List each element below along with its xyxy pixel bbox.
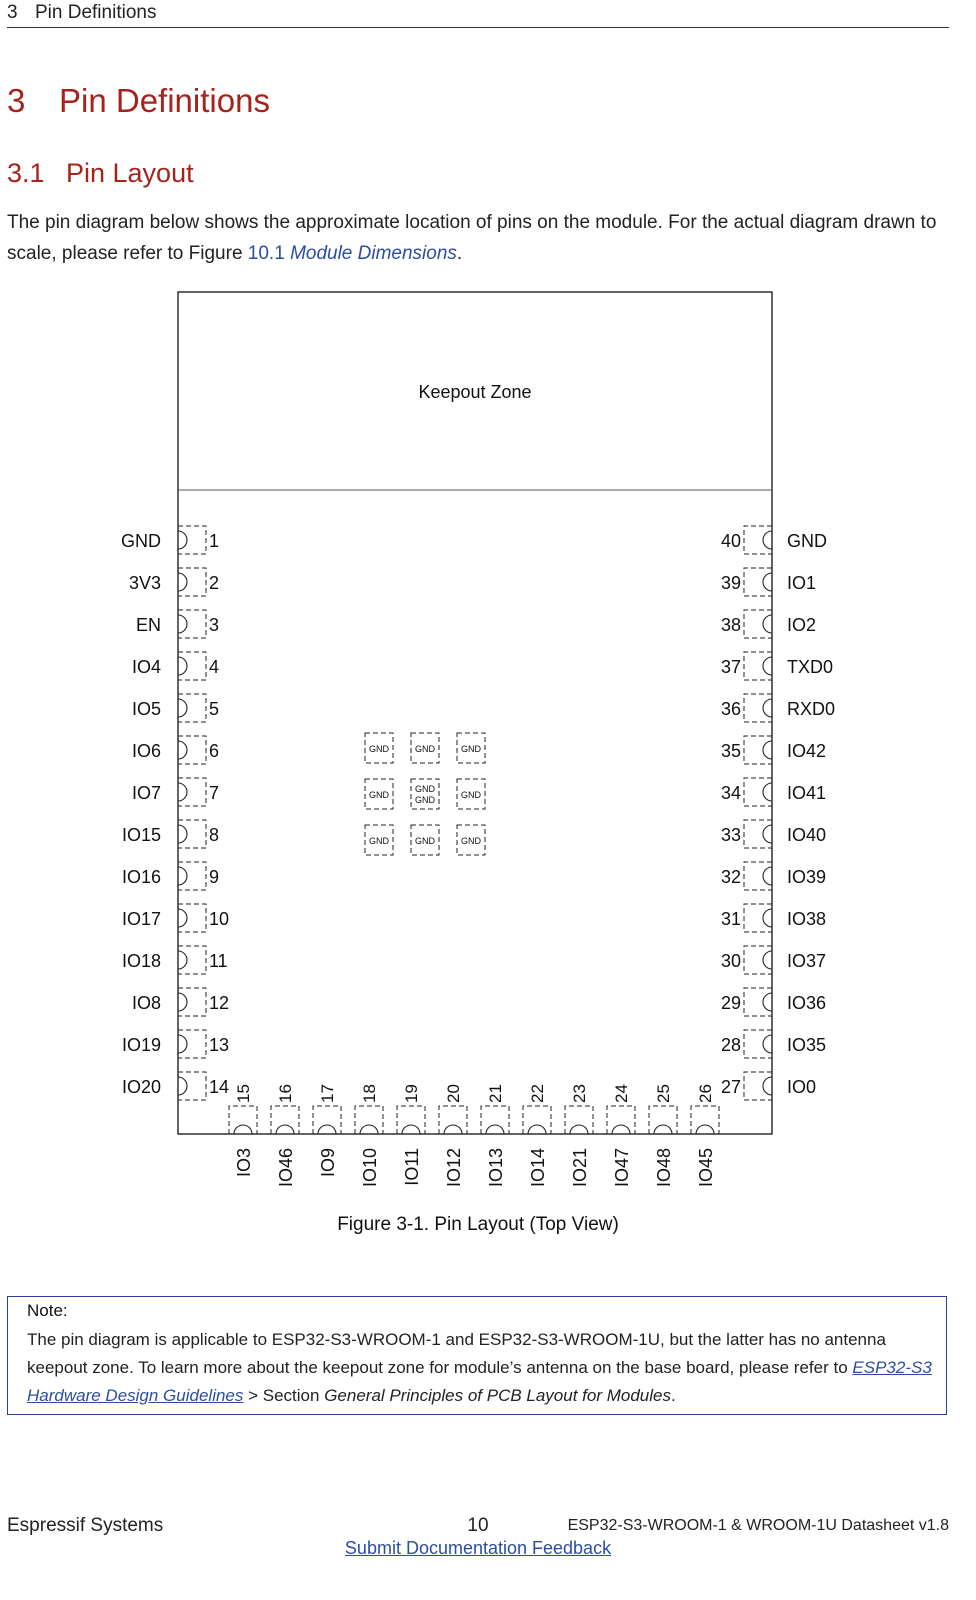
bottom-pin-number: 16 (276, 1084, 295, 1103)
right-pin-number: 32 (720, 867, 741, 887)
right-pin-pad (744, 946, 772, 974)
bottom-pin-notch (528, 1125, 546, 1134)
right-pin-number: 37 (720, 657, 741, 677)
right-pin-pad (744, 988, 772, 1016)
right-pin-pad (744, 820, 772, 848)
left-pin-pad (178, 652, 206, 680)
left-pin-number: 4 (209, 657, 220, 677)
left-pins-group (121, 526, 229, 1100)
left-pin-pad (178, 1030, 206, 1058)
bottom-pin-pad (439, 1106, 467, 1134)
left-pin-name: IO18 (121, 951, 161, 971)
right-pin-number: 39 (720, 573, 741, 593)
left-pin-pad (178, 736, 206, 764)
bottom-pin-20 (439, 1084, 467, 1187)
center-pad-label: GND (369, 744, 389, 754)
left-pin-number: 2 (209, 573, 220, 593)
left-pin-pad (178, 1072, 206, 1100)
bottom-pin-notch (696, 1125, 714, 1134)
right-pin-notch (763, 741, 772, 759)
footer-company: Espressif Systems (7, 1515, 164, 1536)
left-pin-number: 3 (209, 615, 220, 635)
bottom-pin-pad (607, 1106, 635, 1134)
bottom-pin-notch (276, 1125, 294, 1134)
right-pin-pad (744, 652, 772, 680)
left-pin-name: IO15 (121, 825, 161, 845)
left-pin-number: 8 (209, 825, 220, 845)
right-pin-29 (721, 988, 826, 1016)
right-pin-pad (744, 904, 772, 932)
left-pin-pad (178, 526, 206, 554)
right-pin-name: IO38 (787, 909, 827, 929)
center-pad (411, 825, 439, 855)
bottom-pin-number: 25 (654, 1084, 673, 1103)
note-section-name: General Principles of PCB Layout for Modules (324, 1386, 671, 1405)
left-pin-number: 14 (209, 1077, 230, 1097)
center-gnd-pads-group (365, 733, 485, 855)
left-pin-notch (178, 741, 187, 759)
right-pin-number: 29 (720, 993, 741, 1013)
right-pin-notch (763, 993, 772, 1011)
left-pin-notch (178, 531, 187, 549)
figure-ref-number-link[interactable]: 10.1 (247, 243, 285, 264)
bottom-pin-notch (486, 1125, 504, 1134)
bottom-pin-24 (607, 1084, 635, 1187)
center-pad-label: GND (369, 790, 389, 800)
left-pin-name: IO5 (131, 699, 161, 719)
bottom-pin-name: IO21 (570, 1148, 590, 1188)
right-pin-name: IO0 (787, 1077, 817, 1097)
right-pin-33 (721, 820, 826, 848)
right-pin-pad (744, 736, 772, 764)
bottom-pin-pad (355, 1106, 383, 1134)
left-pin-2 (129, 568, 219, 596)
bottom-pin-pad (481, 1106, 509, 1134)
left-pin-number: 6 (209, 741, 220, 761)
bottom-pin-number: 15 (234, 1084, 253, 1103)
center-pad-number: GND (415, 784, 435, 794)
bottom-pin-name: IO13 (486, 1148, 506, 1188)
right-pin-number: 36 (720, 699, 741, 719)
keepout-zone-label: Keepout Zone (418, 382, 532, 402)
section-number: 3 (7, 82, 26, 119)
bottom-pin-name: IO14 (528, 1148, 548, 1188)
left-pin-name: IO19 (121, 1035, 161, 1055)
left-pin-pad (178, 778, 206, 806)
center-pad (365, 733, 393, 763)
note-text (27, 1326, 939, 1410)
bottom-pin-name: IO48 (654, 1148, 674, 1188)
module-outline (178, 292, 772, 1134)
intro-text: The pin diagram below shows the approximate location of pins on the module. For the actual diagram drawn to scale, please refer to Figure (7, 212, 937, 264)
bottom-pin-17 (313, 1084, 341, 1177)
left-pin-notch (178, 1035, 187, 1053)
left-pin-name: IO4 (131, 657, 161, 677)
left-pin-name: EN (135, 615, 161, 635)
bottom-pin-18 (355, 1084, 383, 1187)
right-pin-name: IO2 (787, 615, 817, 635)
footer-page-number: 10 (467, 1515, 489, 1536)
bottom-pin-notch (360, 1125, 378, 1134)
left-pin-11 (122, 946, 228, 974)
left-pin-notch (178, 657, 187, 675)
right-pin-pad (744, 1072, 772, 1100)
note-text-2: > Section (243, 1386, 325, 1405)
left-pin-notch (178, 951, 187, 969)
bottom-pin-pad (313, 1106, 341, 1134)
bottom-pin-22 (523, 1084, 551, 1187)
right-pin-35 (721, 736, 826, 764)
bottom-pin-number: 20 (444, 1084, 463, 1103)
left-pin-number: 11 (209, 951, 228, 971)
right-pin-pad (744, 694, 772, 722)
right-pin-name: IO41 (787, 783, 827, 803)
right-pin-37 (721, 652, 833, 680)
right-pin-name: IO35 (787, 1035, 827, 1055)
center-pad-label: GND (369, 836, 389, 846)
right-pin-36 (721, 694, 835, 722)
bottom-pin-pad (397, 1106, 425, 1134)
left-pin-notch (178, 1077, 187, 1095)
center-pad (457, 733, 485, 763)
hardware-guidelines-link[interactable]: ESP32-S3 Hardware Design Guidelines (27, 1358, 932, 1405)
right-pin-notch (763, 615, 772, 633)
subsection-number: 3.1 (7, 158, 45, 188)
right-pin-34 (721, 778, 826, 806)
left-pin-notch (178, 783, 187, 801)
right-pin-notch (763, 783, 772, 801)
bottom-pin-number: 26 (696, 1084, 715, 1103)
center-pad-label: GND (461, 744, 481, 754)
right-pin-38 (721, 610, 816, 638)
left-pin-notch (178, 909, 187, 927)
running-header-number: 3 (7, 2, 18, 23)
center-pad (411, 779, 439, 809)
right-pin-name: TXD0 (787, 657, 834, 677)
right-pin-name: IO1 (787, 573, 817, 593)
bottom-pin-21 (481, 1084, 509, 1187)
right-pin-name: IO40 (787, 825, 827, 845)
right-pin-number: 35 (720, 741, 741, 761)
bottom-pin-16 (271, 1084, 299, 1187)
left-pin-pad (178, 820, 206, 848)
right-pin-notch (763, 1077, 772, 1095)
bottom-pin-number: 17 (318, 1084, 337, 1103)
bottom-pin-name: IO46 (276, 1148, 296, 1188)
left-pin-number: 9 (209, 867, 220, 887)
left-pin-14 (122, 1072, 229, 1100)
center-pad (457, 779, 485, 809)
left-pin-number: 10 (209, 909, 230, 929)
bottom-pin-name: IO11 (402, 1148, 422, 1186)
left-pin-pad (178, 946, 206, 974)
left-pin-4 (132, 652, 219, 680)
left-pin-notch (178, 867, 187, 885)
bottom-pin-name: IO45 (696, 1148, 716, 1188)
bottom-pin-notch (318, 1125, 336, 1134)
bottom-pin-name: IO10 (360, 1148, 380, 1188)
bottom-pin-number: 22 (528, 1084, 547, 1103)
right-pin-number: 27 (720, 1077, 741, 1097)
center-pad (365, 779, 393, 809)
right-pin-name: RXD0 (787, 699, 836, 719)
bottom-pins-group (229, 1084, 719, 1187)
right-pin-40 (721, 526, 827, 554)
bottom-pin-notch (444, 1125, 462, 1134)
right-pin-30 (721, 946, 826, 974)
right-pin-notch (763, 657, 772, 675)
note-text-1: The pin diagram is applicable to ESP32-S3-WROOM-1 and ESP32-S3-WROOM-1U, but the latter has no antenna keepout zone. To learn more about the keepout zone for module’s antenna on the base board, please refer to (27, 1330, 886, 1377)
bottom-pin-name: IO12 (444, 1148, 464, 1188)
section-title: Pin Definitions (59, 82, 270, 119)
left-pin-number: 7 (209, 783, 220, 803)
left-pin-8 (122, 820, 219, 848)
left-pin-name: IO17 (121, 909, 161, 929)
left-pin-12 (132, 988, 229, 1016)
bottom-pin-pad (649, 1106, 677, 1134)
running-header-title: Pin Definitions (35, 2, 157, 23)
right-pins-group (721, 526, 835, 1100)
subsection-title: Pin Layout (66, 158, 194, 188)
bottom-pin-19 (397, 1084, 425, 1186)
right-pin-pad (744, 1030, 772, 1058)
right-pin-31 (721, 904, 826, 932)
footer-doc-title: ESP32-S3-WROOM-1 & WROOM-1U Datasheet v1.8 (567, 1517, 949, 1534)
bottom-pin-23 (565, 1084, 593, 1187)
note-title: Note: (27, 1301, 68, 1320)
bottom-pin-notch (654, 1125, 672, 1134)
center-pad-label: GND (415, 795, 435, 805)
right-pin-notch (763, 909, 772, 927)
right-pin-name: IO36 (787, 993, 827, 1013)
left-pin-pad (178, 988, 206, 1016)
right-pin-notch (763, 867, 772, 885)
left-pin-6 (132, 736, 219, 764)
center-pad-label: GND (415, 836, 435, 846)
left-pin-number: 13 (209, 1035, 230, 1055)
bottom-pin-25 (649, 1084, 677, 1187)
left-pin-9 (122, 862, 219, 890)
bottom-pin-name: IO47 (612, 1148, 632, 1188)
bottom-pin-pad (565, 1106, 593, 1134)
bottom-pin-pad (691, 1106, 719, 1134)
right-pin-number: 34 (720, 783, 741, 803)
left-pin-name: 3V3 (128, 573, 161, 593)
right-pin-notch (763, 573, 772, 591)
figure-ref-title-link[interactable]: Module Dimensions (290, 243, 457, 264)
center-pad (365, 825, 393, 855)
right-pin-number: 30 (720, 951, 741, 971)
bottom-pin-notch (402, 1125, 420, 1134)
center-pad (411, 733, 439, 763)
right-pin-number: 28 (720, 1035, 741, 1055)
bottom-pin-notch (234, 1125, 252, 1134)
left-pin-pad (178, 568, 206, 596)
right-pin-name: GND (787, 531, 827, 551)
bottom-pin-pad (523, 1106, 551, 1134)
right-pin-number: 40 (720, 531, 741, 551)
center-pad-label: GND (461, 836, 481, 846)
submit-feedback-link[interactable]: Submit Documentation Feedback (344, 1538, 612, 1558)
right-pin-number: 38 (720, 615, 741, 635)
left-pin-number: 5 (209, 699, 220, 719)
right-pin-notch (763, 1035, 772, 1053)
bottom-pin-number: 18 (360, 1084, 379, 1103)
right-pin-notch (763, 699, 772, 717)
bottom-pin-name: IO9 (318, 1148, 338, 1178)
left-pin-name: IO6 (131, 741, 161, 761)
note-text-3: . (671, 1386, 676, 1405)
bottom-pin-pad (271, 1106, 299, 1134)
right-pin-notch (763, 951, 772, 969)
left-pin-notch (178, 825, 187, 843)
right-pin-notch (763, 825, 772, 843)
bottom-pin-number: 21 (486, 1084, 505, 1103)
right-pin-number: 33 (720, 825, 741, 845)
right-pin-number: 31 (720, 909, 741, 929)
bottom-pin-15 (229, 1084, 257, 1177)
center-pad-label: GND (415, 744, 435, 754)
right-pin-32 (721, 862, 826, 890)
bottom-pin-number: 24 (612, 1084, 631, 1103)
bottom-pin-26 (691, 1084, 719, 1187)
left-pin-pad (178, 610, 206, 638)
left-pin-name: IO16 (121, 867, 161, 887)
left-pin-13 (122, 1030, 229, 1058)
right-pin-27 (721, 1072, 816, 1100)
left-pin-name: IO8 (131, 993, 161, 1013)
bottom-pin-number: 23 (570, 1084, 589, 1103)
left-pin-name: IO20 (121, 1077, 161, 1097)
bottom-pin-number: 19 (402, 1084, 421, 1103)
right-pin-pad (744, 862, 772, 890)
left-pin-number: 12 (209, 993, 230, 1013)
bottom-pin-notch (570, 1125, 588, 1134)
left-pin-name: IO7 (131, 783, 161, 803)
bottom-pin-notch (612, 1125, 630, 1134)
figure-caption: Figure 3-1. Pin Layout (Top View) (337, 1214, 619, 1235)
right-pin-39 (721, 568, 816, 596)
left-pin-name: GND (121, 531, 161, 551)
right-pin-pad (744, 610, 772, 638)
center-pad-label: GND (461, 790, 481, 800)
right-pin-name: IO37 (787, 951, 827, 971)
left-pin-notch (178, 573, 187, 591)
bottom-pin-name: IO3 (234, 1148, 254, 1178)
left-pin-10 (122, 904, 229, 932)
right-pin-name: IO42 (787, 741, 827, 761)
right-pin-pad (744, 568, 772, 596)
left-pin-notch (178, 615, 187, 633)
left-pin-notch (178, 993, 187, 1011)
right-pin-notch (763, 531, 772, 549)
right-pin-name: IO39 (787, 867, 827, 887)
center-pad (457, 825, 485, 855)
right-pin-pad (744, 526, 772, 554)
right-pin-28 (721, 1030, 826, 1058)
left-pin-pad (178, 694, 206, 722)
left-pin-1 (121, 526, 219, 554)
left-pin-7 (132, 778, 219, 806)
intro-text-end: . (456, 243, 463, 264)
left-pin-pad (178, 862, 206, 890)
left-pin-pad (178, 904, 206, 932)
bottom-pin-pad (229, 1106, 257, 1134)
left-pin-notch (178, 699, 187, 717)
right-pin-pad (744, 778, 772, 806)
left-pin-number: 1 (209, 531, 220, 551)
left-pin-5 (132, 694, 219, 722)
